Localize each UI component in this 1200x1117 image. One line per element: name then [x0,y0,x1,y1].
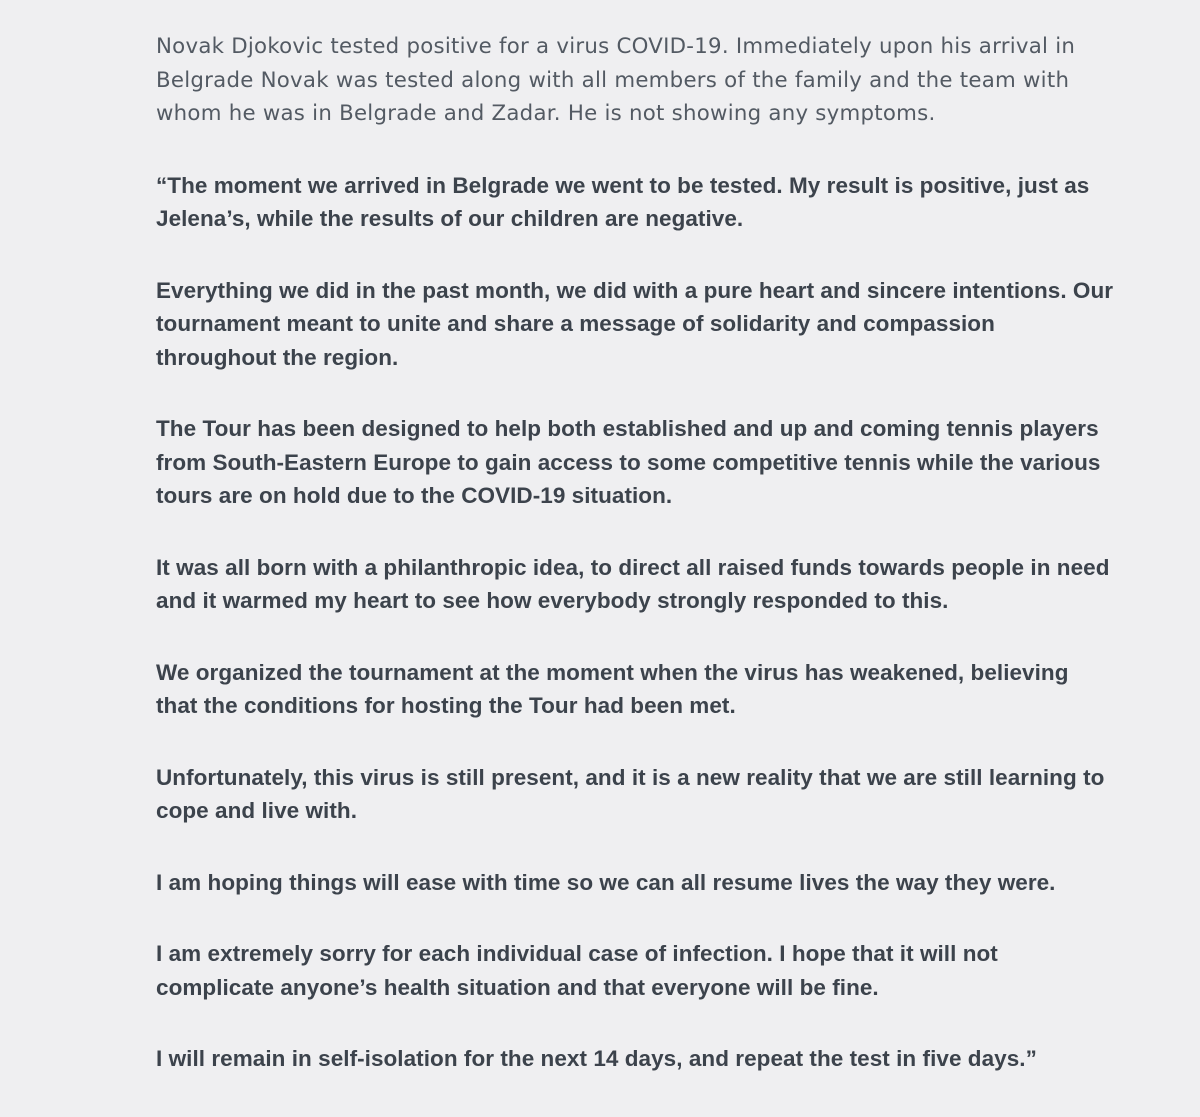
quote-paragraph-6: Unfortunately, this virus is still present, and it is a new reality that we are still learning to cope and live with. [156,764,1105,823]
intro-paragraph: Novak Djokovic tested positive for a virus COVID-19. Immediately upon his arrival in Belgrade Novak was tested along with all members of the family and the team with whom he was in Belgrade and Zadar. He is not showing any symptoms. [156,34,1076,126]
quote-paragraph-4: It was all born with a philanthropic idea, to direct all raised funds towards people in need and it warmed my heart to see how everybody strongly responded to this. [156,554,1110,613]
quote-paragraph-7: I am hoping things will ease with time so we can all resume lives the way they were. [156,869,1056,895]
quote-paragraph-8: I am extremely sorry for each individual case of infection. I hope that it will not complicate anyone’s health situation and that everyone will be fine. [156,941,998,1000]
article-body [156,30,1116,1076]
quote-paragraph-2: Everything we did in the past month, we did with a pure heart and sincere intentions. Our tournament meant to unite and share a message of solidarity and compassion throughout the region. [156,277,1114,370]
quote-paragraph-3: The Tour has been designed to help both established and up and coming tennis players from South-Eastern Europe to gain access to some competitive tennis while the various tours are on hold due to the COVID-19 situation. [156,416,1101,508]
quote-paragraph-5: We organized the tournament at the moment when the virus has weakened, believing that the conditions for hosting the Tour had been met. [156,659,1069,718]
quote-paragraph-1: “The moment we arrived in Belgrade we went to be tested. My result is positive, just as Jelena’s, while the results of our children are negative. [156,172,1090,231]
quote-paragraph-9: I will remain in self-isolation for the next 14 days, and repeat the test in five days.” [156,1046,1037,1071]
